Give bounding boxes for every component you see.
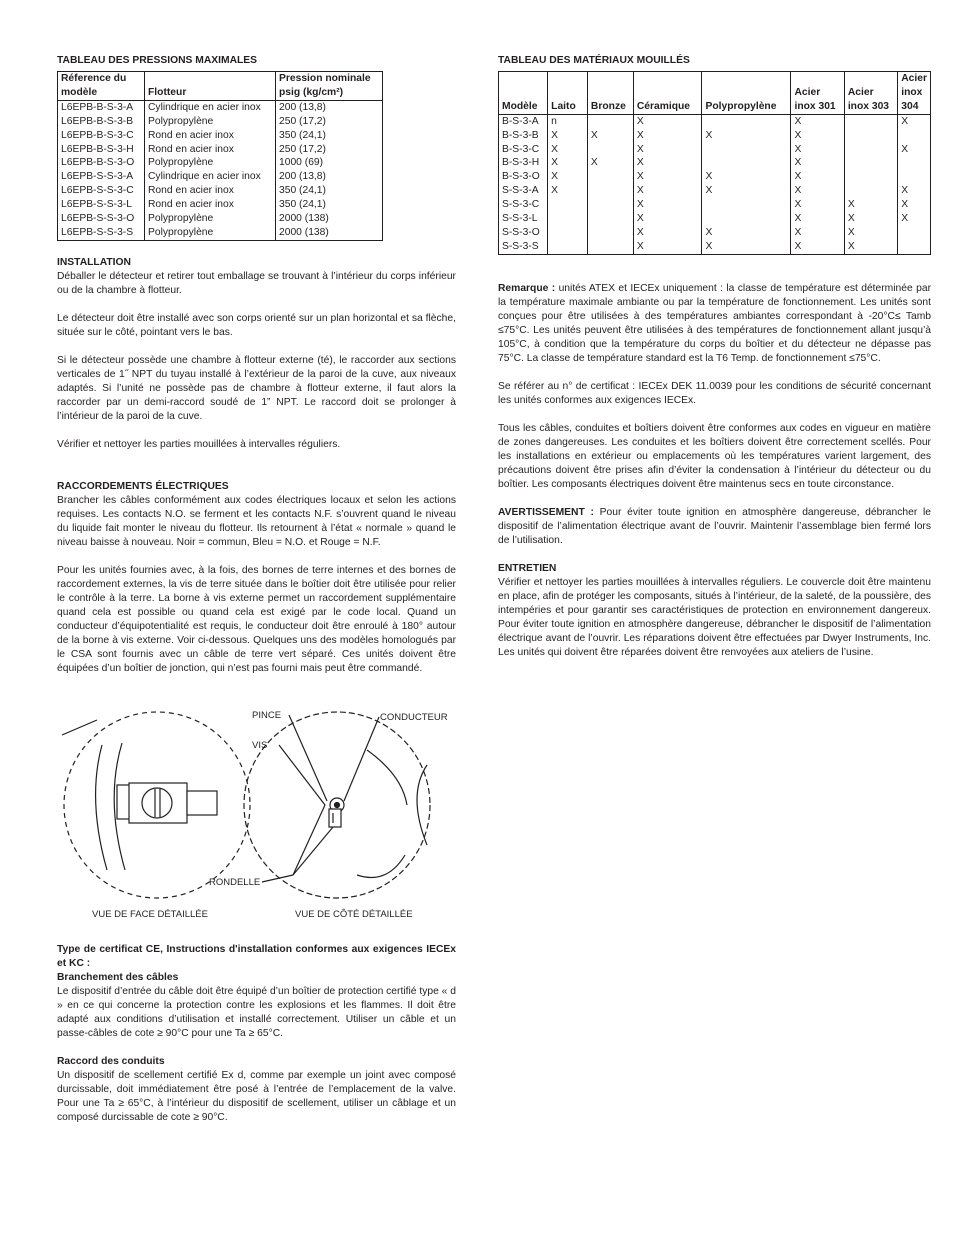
table-row	[58, 226, 383, 240]
table-cell: X	[844, 212, 897, 226]
table-cell: X	[791, 114, 844, 128]
ce-conduit-heading: Raccord des conduits	[57, 1056, 165, 1067]
table-row	[499, 198, 931, 212]
materials-table	[498, 71, 931, 255]
table-row	[499, 240, 931, 254]
table-cell: X	[633, 212, 702, 226]
table-cell: X	[791, 129, 844, 143]
table-cell: S-S-3-S	[499, 240, 548, 254]
table-cell: L6EPB-B-S-3-B	[58, 115, 145, 129]
table-cell: B-S-3-H	[499, 156, 548, 170]
table-cell	[898, 129, 931, 143]
pressure-header-model: Réference du modèle	[58, 72, 145, 101]
pressure-table-body	[58, 100, 383, 240]
installation-paragraph: Le détecteur doit être installé avec son corps orienté sur un plan horizontal et sa flèche, située sur le côté, pointant vers le bas.	[57, 312, 456, 338]
table-cell: Rond en acier inox	[145, 143, 276, 157]
table-cell	[587, 184, 633, 198]
front-body-outline	[96, 745, 107, 870]
table-cell: X	[548, 143, 588, 157]
table-cell: X	[702, 226, 791, 240]
certificate-paragraph: Se référer au n° de certificat : IECEx DEK 11.0039 pour les conditions de sécurité concernant les unités conformes aux exigences IECEx.	[498, 380, 931, 406]
table-cell	[587, 212, 633, 226]
materials-header-cell: Modèle	[499, 72, 548, 115]
materials-header-cell: Acier inox 304	[898, 72, 931, 115]
table-row	[499, 114, 931, 128]
table-cell: Polypropylène	[145, 156, 276, 170]
table-row	[499, 143, 931, 157]
right-column	[498, 54, 931, 660]
table-cell: L6EPB-B-S-3-C	[58, 129, 145, 143]
materials-header-cell: Polypropylène	[702, 72, 791, 115]
table-cell: X	[702, 129, 791, 143]
table-cell: X	[791, 226, 844, 240]
table-cell: B-S-3-A	[499, 114, 548, 128]
table-row	[499, 184, 931, 198]
installation-paragraph: Déballer le détecteur et retirer tout emballage se trouvant à l’intérieur du corps inférieur ou de la chambre à flotteur.	[57, 270, 456, 296]
label-rondelle: RONDELLE	[209, 877, 261, 888]
table-cell: L6EPB-B-S-3-H	[58, 143, 145, 157]
table-row	[499, 226, 931, 240]
ce-cable-heading: Branchement des câbles	[57, 972, 179, 983]
table-cell: L6EPB-B-S-3-O	[58, 156, 145, 170]
ce-conduit-paragraph: Un dispositif de scellement certifié Ex d, comme par exemple un joint avec composé durcissable, doit immédiatement être posé à l’entrée de l’emplacement de la valve. Pour une Ta ≥ 65°C, à l’intérieur du dispositif de scellement, utiliser un câblage et un composé durcissable de cote ≥ 90°C.	[57, 1070, 456, 1123]
remark-paragraph	[498, 282, 931, 366]
electrical-paragraph: Brancher les câbles conformément aux codes électriques locaux et selon les actions requises. Les contacts N.O. se ferment et les contacts N.F. s’ouvrent quand le niveau du liquide fait monter le niveau du flotteur. Ils retournent à l’état « normale » quand le niveau baisse à nouveau. Noir = commun, Bleu = N.O. et Rouge = N.F.	[57, 494, 456, 548]
table-cell: B-S-3-O	[499, 170, 548, 184]
table-cell	[587, 240, 633, 254]
table-cell: X	[587, 156, 633, 170]
table-cell: 1000 (69)	[276, 156, 383, 170]
table-cell: L6EPB-S-S-3-C	[58, 184, 145, 198]
table-cell: L6EPB-S-S-3-S	[58, 226, 145, 240]
table-cell: Cylindrique en acier inox	[145, 170, 276, 184]
table-row	[499, 156, 931, 170]
table-cell: X	[844, 226, 897, 240]
table-cell	[548, 198, 588, 212]
table-cell	[587, 114, 633, 128]
table-cell	[548, 240, 588, 254]
table-cell: L6EPB-B-S-3-A	[58, 100, 145, 114]
table-cell: Polypropylène	[145, 212, 276, 226]
table-cell: X	[791, 156, 844, 170]
table-cell: Rond en acier inox	[145, 198, 276, 212]
table-cell	[844, 156, 897, 170]
table-cell	[702, 198, 791, 212]
table-cell	[844, 170, 897, 184]
table-cell	[898, 240, 931, 254]
table-cell: 350 (24,1)	[276, 198, 383, 212]
table-cell: S-S-3-L	[499, 212, 548, 226]
ce-heading: Type de certificat CE, Instructions d'installation conformes aux exigences IECEx et KC :	[57, 944, 456, 969]
table-cell	[702, 114, 791, 128]
table-cell: L6EPB-S-S-3-O	[58, 212, 145, 226]
table-cell: X	[702, 170, 791, 184]
caption-front-view: VUE DE FACE DÉTAILLÉE	[92, 909, 208, 920]
table-cell: B-S-3-B	[499, 129, 548, 143]
materials-table-body	[499, 114, 931, 254]
table-cell: 2000 (138)	[276, 226, 383, 240]
installation-paragraph: Si le détecteur possède une chambre à flotteur externe (té), le raccorder aux sections verticales de 1˝ NPT du tuyau installé à l’extérieur de la paroi de la cuve, aux niveaux adaptés. Si l’unité ne possède pas de chambre à flotteur externe, il faut alors la raccorder par un demi-raccord soudé de 1” NPT. Le raccord doit se prolonger à l’intérieur de la paroi de la cuve.	[57, 354, 456, 422]
remark-label: Remarque :	[498, 282, 556, 294]
table-cell: Cylindrique en acier inox	[145, 100, 276, 114]
table-cell	[844, 184, 897, 198]
table-cell: X	[791, 198, 844, 212]
table-cell: X	[587, 129, 633, 143]
table-cell	[898, 170, 931, 184]
table-cell	[702, 156, 791, 170]
table-cell	[898, 226, 931, 240]
table-cell: S-S-3-C	[499, 198, 548, 212]
table-cell: X	[633, 143, 702, 157]
table-cell	[844, 143, 897, 157]
table-cell: 200 (13,8)	[276, 100, 383, 114]
table-cell: X	[548, 170, 588, 184]
table-row	[58, 115, 383, 129]
table-cell: B-S-3-C	[499, 143, 548, 157]
table-cell: X	[633, 240, 702, 254]
table-cell: 250 (17,2)	[276, 115, 383, 129]
table-cell: X	[548, 129, 588, 143]
table-cell: X	[548, 184, 588, 198]
table-cell	[844, 129, 897, 143]
installation-heading: INSTALLATION	[57, 256, 131, 268]
label-pince: PINCE	[252, 710, 282, 721]
warning-label: AVERTISSEMENT :	[498, 506, 594, 518]
table-cell	[587, 143, 633, 157]
table-cell: X	[633, 129, 702, 143]
table-row	[499, 129, 931, 143]
table-cell: X	[702, 240, 791, 254]
certification-section	[57, 943, 456, 1125]
warning-text: Pour éviter toute ignition en atmosphère dangereuse, débrancher le dispositif de l’alimentation électrique avant de l’ouvrir. Maintenir l’assemblage bien fermé lors de l’utilisation.	[498, 506, 931, 546]
table-cell: X	[844, 198, 897, 212]
table-cell: X	[898, 212, 931, 226]
table-row	[58, 212, 383, 226]
table-cell: Rond en acier inox	[145, 184, 276, 198]
table-row	[58, 156, 383, 170]
electrical-heading: RACCORDEMENTS ÉLECTRIQUES	[57, 480, 229, 492]
table-cell	[702, 143, 791, 157]
left-column	[57, 54, 456, 676]
table-cell: X	[898, 114, 931, 128]
table-cell: X	[633, 198, 702, 212]
table-cell: S-S-3-A	[499, 184, 548, 198]
materials-table-title: TABLEAU DES MATÉRIAUX MOUILLÉS	[498, 55, 690, 66]
caption-side-view: VUE DE CÔTÉ DÉTAILLÉE	[295, 909, 413, 920]
electrical-paragraph: Pour les unités fournies avec, à la fois, des bornes de terre internes et des bornes de raccordement externes, la vis de terre située dans le boîtier doit être utilisée pour relier le contrôle à la terre. La borne à vis externe permet un raccordement supplémentaire quand cela est possible ou quand cela est exigé par le code local. Quand un conducteur d’équipotentialité est requis, le conducteur doit être enroulé à 180° autour de la borne à vis externe. Voir ci-dessous. Quelques uns des modèles homologués par le CSA sont fournis avec un câble de terre vert séparé. Ces unités doivent être équipées d’un boîtier de jonction, qui n’est pas fourni mais peut être commandé.	[57, 564, 456, 674]
table-row	[58, 198, 383, 212]
materials-header-cell: Laito	[548, 72, 588, 115]
table-cell: X	[791, 184, 844, 198]
table-cell	[548, 212, 588, 226]
table-cell	[844, 114, 897, 128]
materials-header-cell: Acier inox 303	[844, 72, 897, 115]
wiring-detail-figure	[57, 705, 457, 925]
table-cell	[702, 212, 791, 226]
table-cell: X	[791, 212, 844, 226]
screw-head	[142, 788, 172, 818]
table-cell: Polypropylène	[145, 226, 276, 240]
washer	[329, 809, 341, 827]
table-row	[499, 170, 931, 184]
table-cell	[548, 226, 588, 240]
table-cell: X	[898, 143, 931, 157]
table-row	[58, 143, 383, 157]
table-cell: 250 (17,2)	[276, 143, 383, 157]
table-cell: n	[548, 114, 588, 128]
materials-header-cell: Bronze	[587, 72, 633, 115]
table-cell: X	[898, 198, 931, 212]
table-cell: X	[791, 170, 844, 184]
table-cell: X	[844, 240, 897, 254]
remark-text: unités ATEX et IECEx uniquement : la classe de température est déterminée par la température maximale ambiante ou par la température de fonctionnement. Les unités sont conçues pour être utilisées à des températures ambiantes correspondant à -20°C≤ Tamb ≤75°C. Les unités peuvent être utilisées à des températures de fonctionnement allant jusqu’à 105°C, à condition que la température du corps du boîtier et du détecteur ne dépasse pas 75°C. La classe de température standard est la T6 Temp. de fonctionnement ≤75°C.	[498, 282, 931, 364]
table-cell: X	[633, 170, 702, 184]
table-cell	[898, 156, 931, 170]
cables-paragraph: Tous les câbles, conduites et boîtiers doivent être conformes aux codes en vigueur en matière de zones dangereuses. Les conduites et les boîtiers doivent être correctement scellés. Pour les installations en extérieur ou emplacements où les températures varient largement, des précautions doivent être prises afin d’éviter la condensation à l’intérieur du détecteur ou du boîtier. Les composants électriques doivent être maintenus secs en toute circonstance.	[498, 422, 931, 490]
materials-header-cell: Céramique	[633, 72, 702, 115]
table-cell: X	[548, 156, 588, 170]
ce-cable-paragraph: Le dispositif d’entrée du câble doit être équipé d’un boîtier de protection certifié type « d » en ce qui concerne la protection contre les explosions et les flammes. Il doit être adapté aux conditions d’utilisation et installé correctement. Utiliser un câble et un passe-câbles de cote ≥ 90°C pour une Ta ≥ 65°C.	[57, 986, 456, 1039]
pressure-table	[57, 71, 383, 241]
materials-header-cell: Acier inox 301	[791, 72, 844, 115]
table-cell	[587, 226, 633, 240]
table-row	[499, 212, 931, 226]
table-cell: X	[898, 184, 931, 198]
pressure-table-title: TABLEAU DES PRESSIONS MAXIMALES	[57, 55, 258, 66]
table-cell: X	[633, 114, 702, 128]
table-cell: X	[791, 143, 844, 157]
table-cell: 200 (13,8)	[276, 170, 383, 184]
table-cell	[587, 198, 633, 212]
table-cell: 350 (24,1)	[276, 184, 383, 198]
label-vis: VIS	[252, 740, 268, 751]
table-cell	[587, 170, 633, 184]
table-cell: X	[633, 156, 702, 170]
warning-paragraph	[498, 506, 931, 548]
conductor-front	[187, 791, 217, 815]
label-conducteur: CONDUCTEUR	[380, 712, 448, 723]
table-cell: Rond en acier inox	[145, 129, 276, 143]
installation-paragraph: Vérifier et nettoyer les parties mouillées à intervalles réguliers.	[57, 438, 341, 450]
maintenance-heading: ENTRETIEN	[498, 562, 557, 574]
table-cell: X	[633, 226, 702, 240]
table-cell: Polypropylène	[145, 115, 276, 129]
table-cell: X	[791, 240, 844, 254]
table-row	[58, 184, 383, 198]
table-cell: S-S-3-O	[499, 226, 548, 240]
maintenance-paragraph: Vérifier et nettoyer les parties mouillées à intervalles réguliers. Le couvercle doit être maintenu en place, afin de protéger les composants, situés à l’intérieur, de la saleté, de la poussière, des intempéries et pour garantir ses caractéristiques de protection en environnement dangereux. Pour éviter toute ignition en atmosphère dangereuse, débrancher le dispositif de l’alimentation électrique avant de l’ouvrir. Les réparations doivent être effectuées par Dwyer Instruments, Inc. Les unités qui doivent être réparées doivent être renvoyées aux ateliers de l’usine.	[498, 576, 931, 658]
table-row	[58, 100, 383, 114]
table-cell: X	[702, 184, 791, 198]
table-cell: L6EPB-S-S-3-A	[58, 170, 145, 184]
pressure-header-pressure: Pression nominale psig (kg/cm²)	[276, 72, 383, 101]
table-cell: L6EPB-S-S-3-L	[58, 198, 145, 212]
table-cell: 350 (24,1)	[276, 129, 383, 143]
table-row	[58, 129, 383, 143]
pressure-header-float: Flotteur	[145, 72, 276, 101]
table-cell: X	[633, 184, 702, 198]
table-cell: 2000 (138)	[276, 212, 383, 226]
table-row	[58, 170, 383, 184]
